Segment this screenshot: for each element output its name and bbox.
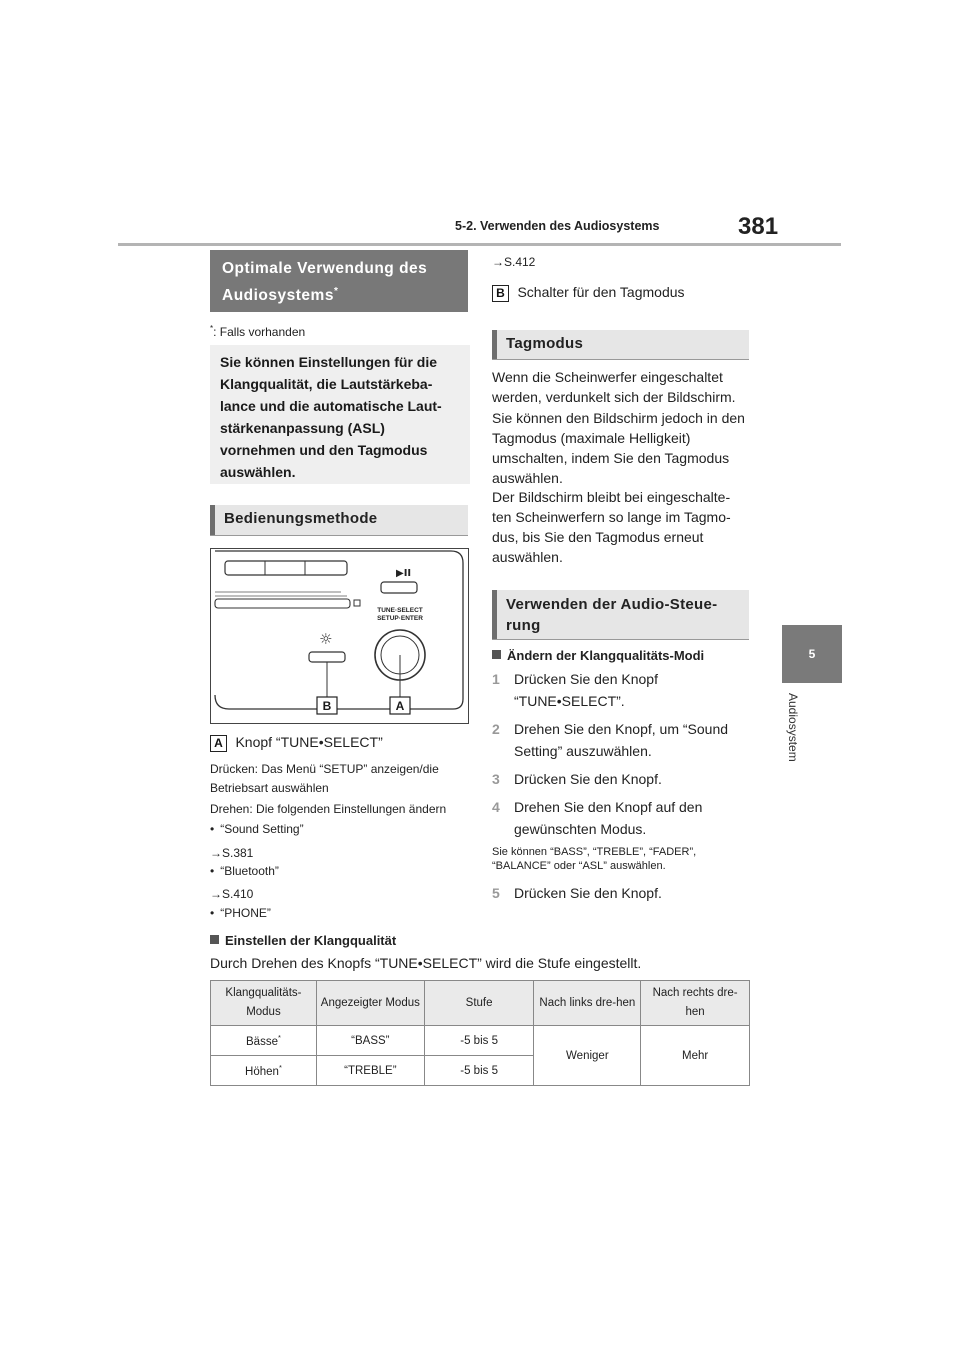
step-4: 4 Drehen Sie den Knopf auf den gewünschten Modus. — [492, 799, 703, 837]
a-title: Knopf “TUNE•SELECT” — [235, 734, 383, 750]
ref-sound: →S.381 — [210, 846, 254, 860]
step-4-note: Sie können “BASS”, “TREBLE”, “FADER”, “BALANCE” oder “ASL” auswählen. — [492, 846, 697, 872]
tag-paragraph-2: Sie können den Bildschirm jedoch in den Tagmodus (maximale Helligkeit) umschalten, indem Sie den Tagmodus auswählen. — [492, 410, 745, 486]
section-title: 5-2. Verwenden des Audiosystems — [455, 219, 660, 233]
chapter-label-text: Audiosystem — [786, 693, 800, 762]
audio-panel-figure — [210, 548, 469, 724]
item-sound: • “Sound Setting” — [210, 822, 304, 836]
tag-paragraph-3: Der Bildschirm bleibt bei eingeschalte-ten Scheinwerfern so lange im Tagmo-dus, bis Sie den Tagmodus erneut auswählen. — [492, 489, 731, 565]
table-cell: Höhen* — [211, 1056, 317, 1086]
table-header: Nach rechts dre-hen — [641, 981, 750, 1026]
table-cell: “BASS” — [316, 1026, 424, 1056]
main-heading-line1: Optimale Verwendung des — [222, 260, 428, 277]
tag-paragraph-1: Wenn die Scheinwerfer eingeschaltet werden, verdunkelt sich der Bildschirm. — [492, 369, 736, 405]
ref-bluetooth: →S.410 — [210, 887, 254, 901]
step-3: 3 Drücken Sie den Knopf. — [492, 771, 662, 787]
knob-label: TUNE·SELECT SETUP·ENTER — [377, 607, 423, 622]
intro-text: Sie können Einstellungen für die Klangqualität, die Lautstärkeba-lance und die automatische Laut-stärkenanpassung (ASL) vornehmen und den Tagmodus auswählen. — [220, 354, 442, 480]
label-a: A — [210, 735, 227, 752]
svg-text:☼: ☼ — [319, 630, 333, 648]
square-bullet-icon — [210, 935, 219, 944]
table-header: Klangqualitäts-Modus — [211, 981, 317, 1026]
table-header-row — [211, 981, 750, 1026]
header-rule — [118, 243, 841, 246]
intro-box — [210, 345, 470, 484]
table-cell: -5 bis 5 — [424, 1056, 534, 1086]
callout-b: B — [322, 699, 332, 713]
callout-a: A — [395, 699, 405, 713]
table-header: Angezeigter Modus — [316, 981, 424, 1026]
main-heading-line2: Audiosystems* — [222, 286, 339, 305]
sound-modes-subheading: Ändern der Klangqualitäts-Modi — [492, 648, 704, 663]
table-cell: “TREBLE” — [316, 1056, 424, 1086]
step-2: 2 Drehen Sie den Knopf, um “Sound Setting” auszuwählen. — [492, 721, 729, 759]
square-bullet-icon — [492, 650, 501, 659]
table-cell: Bässe* — [211, 1026, 317, 1056]
a-turn: Drehen: Die folgenden Einstellungen ändern — [210, 802, 447, 816]
method-heading — [210, 505, 468, 536]
sound-quality-table — [210, 980, 750, 1086]
method-heading-text: Bedienungsmethode — [224, 510, 378, 527]
tagmodus-heading-text: Tagmodus — [506, 335, 584, 352]
chapter-tab — [782, 625, 842, 683]
item-bluetooth: • “Bluetooth” — [210, 864, 279, 878]
audio-panel-drawing — [211, 549, 468, 723]
audio-control-heading-text: Verwenden der Audio-Steue-rung — [506, 596, 718, 634]
table-cell: Weniger — [534, 1026, 641, 1086]
a-item — [210, 734, 383, 752]
quality-text: Durch Drehen des Knopfs “TUNE•SELECT” wird die Stufe eingestellt. — [210, 955, 642, 971]
b-item — [492, 284, 685, 302]
label-b: B — [492, 285, 509, 302]
main-heading — [210, 250, 468, 312]
b-title: Schalter für den Tagmodus — [517, 284, 685, 300]
table-cell: Mehr — [641, 1026, 750, 1086]
chapter-number: 5 — [808, 647, 816, 661]
table-header: Nach links dre-hen — [534, 981, 641, 1026]
audio-control-heading — [492, 590, 749, 640]
svg-text:▶II: ▶II — [396, 568, 412, 579]
table-header: Stufe — [424, 981, 534, 1026]
item-phone: • “PHONE” — [210, 906, 271, 920]
quality-subheading: Einstellen der Klangqualität — [210, 933, 396, 948]
step-5: 5 Drücken Sie den Knopf. — [492, 885, 662, 901]
page-number: 381 — [738, 213, 779, 240]
footnote: *: Falls vorhanden — [210, 324, 306, 339]
ref-phone: →S.412 — [492, 255, 536, 269]
footnote-mark: * — [333, 286, 339, 297]
table-cell: -5 bis 5 — [424, 1026, 534, 1056]
a-press: Drücken: Das Menü “SETUP” anzeigen/die Betriebsart auswählen — [210, 762, 439, 795]
step-1: 1 Drücken Sie den Knopf “TUNE•SELECT”. — [492, 671, 658, 709]
table-row — [211, 1026, 750, 1056]
tagmodus-heading — [492, 330, 749, 360]
